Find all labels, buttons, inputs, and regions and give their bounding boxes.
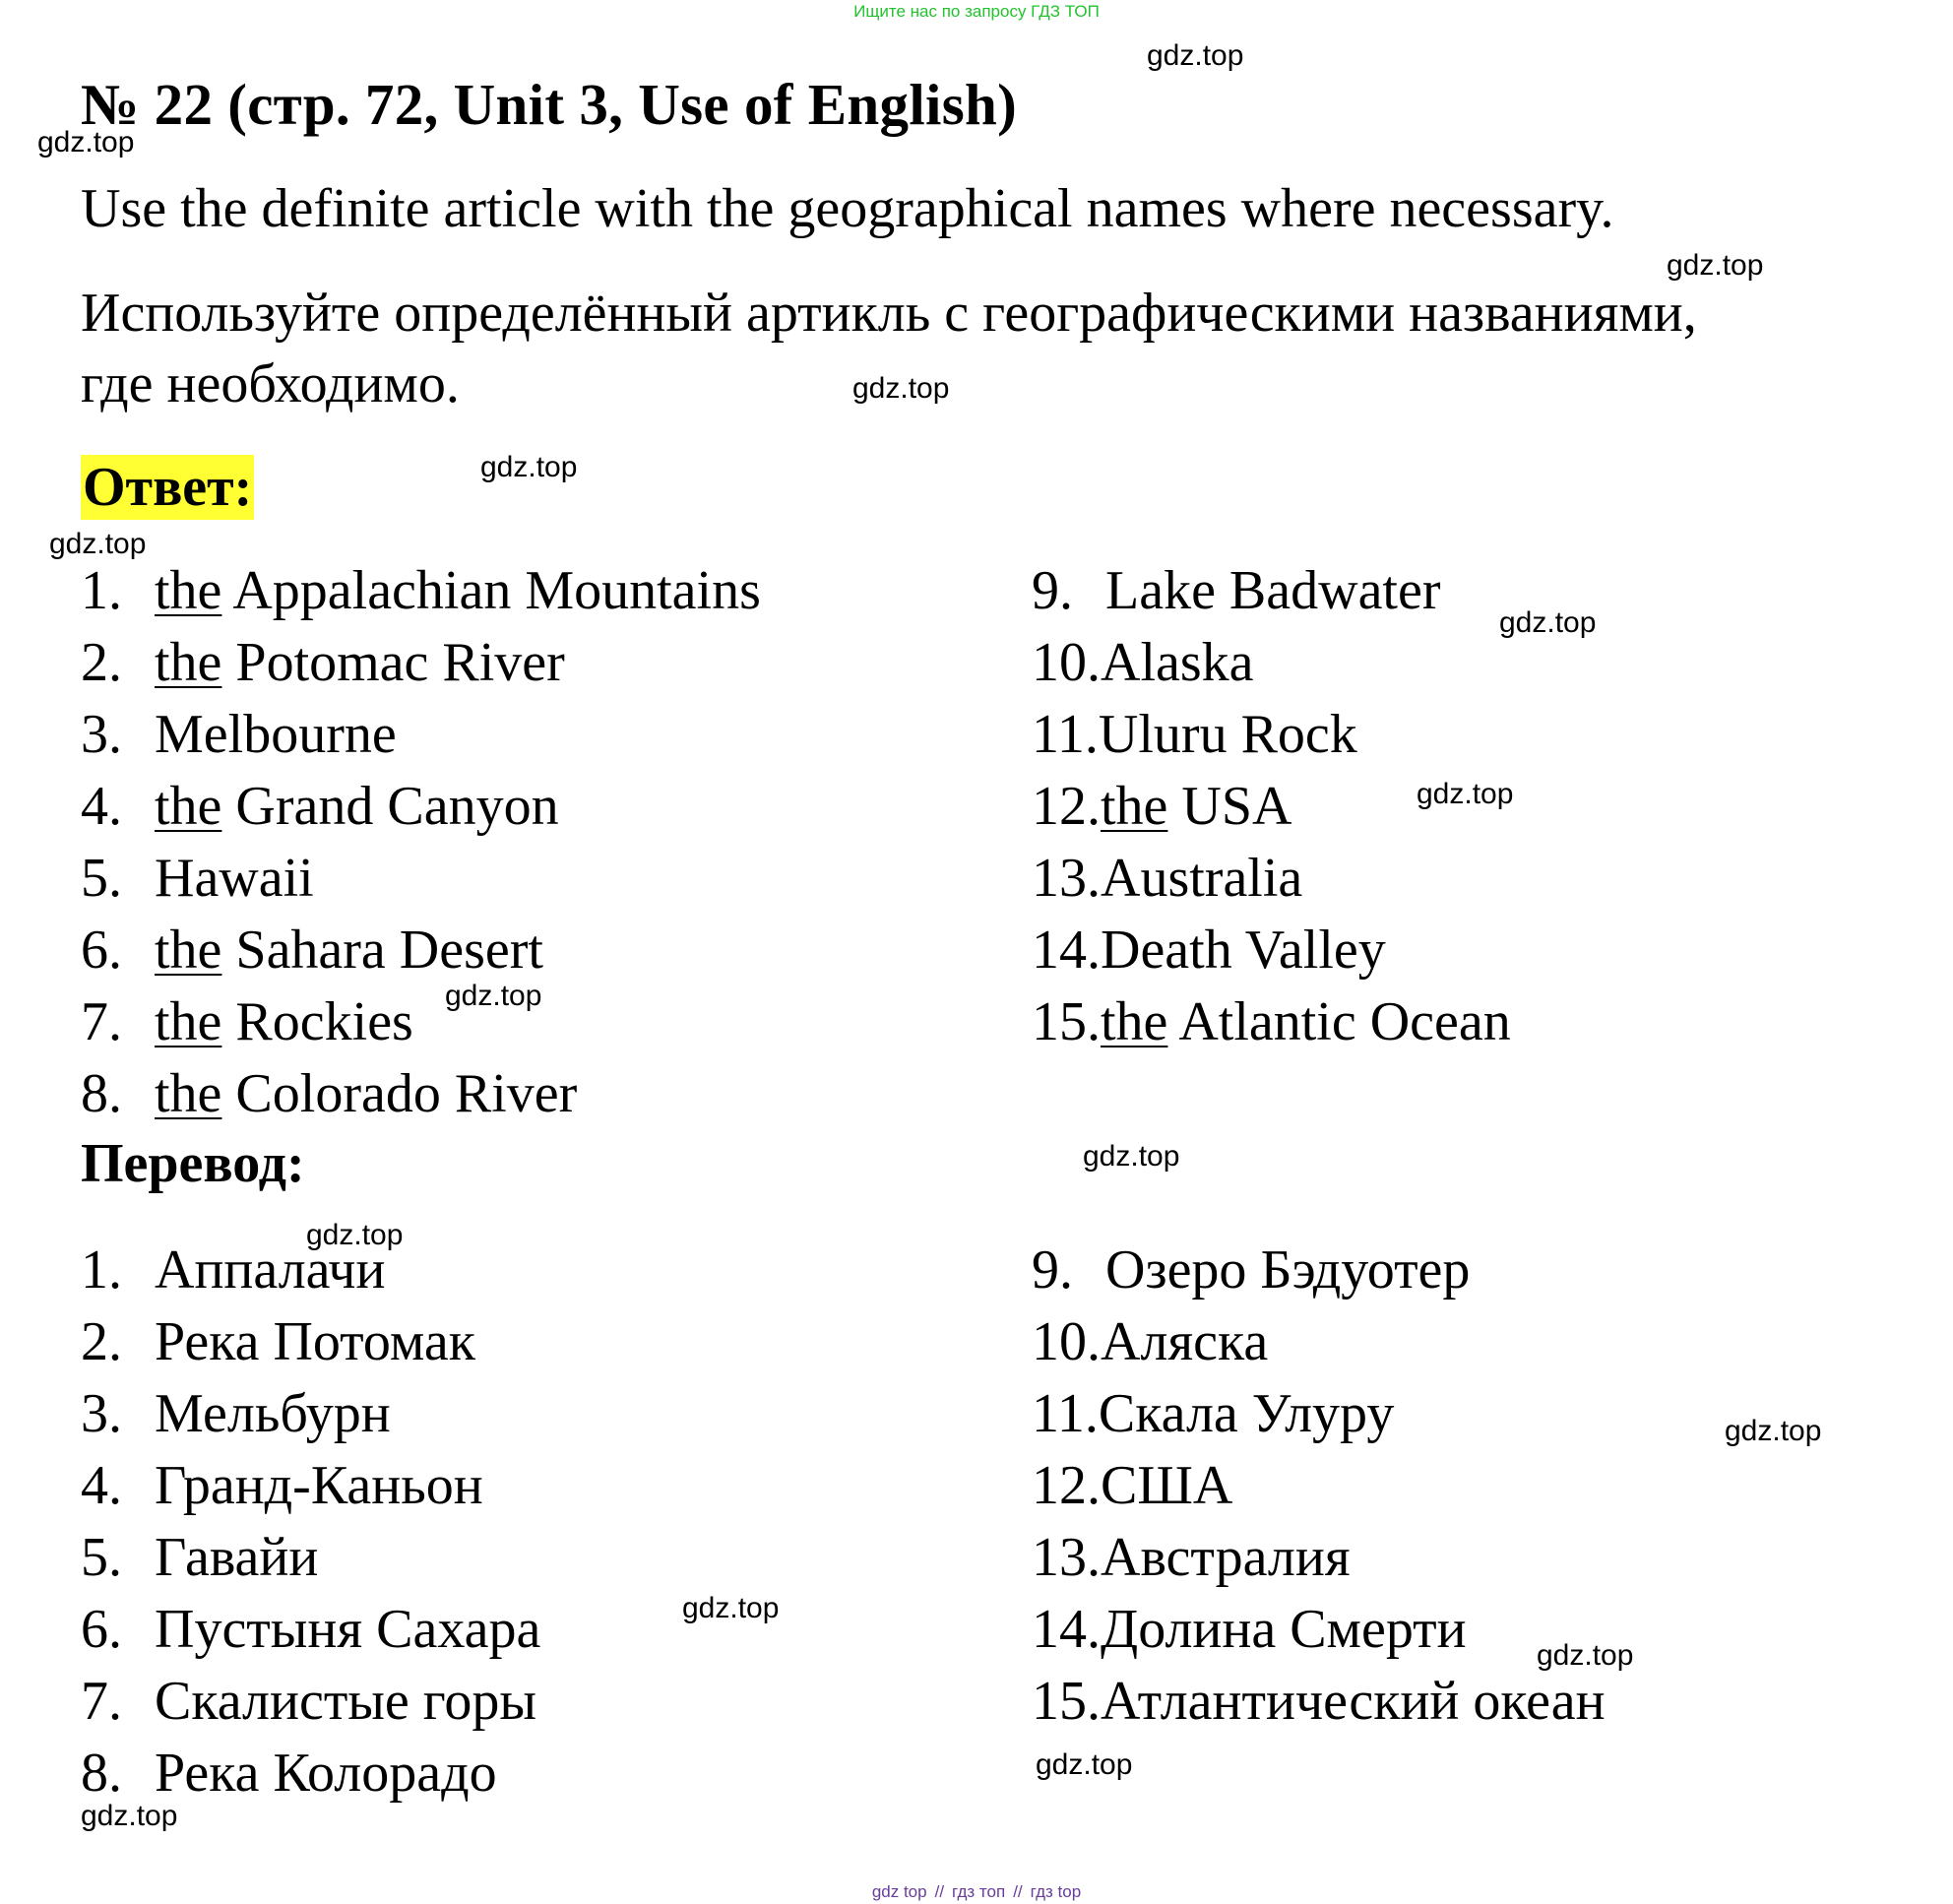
watermark: gdz.top: [81, 1800, 178, 1832]
watermark: gdz.top: [1725, 1415, 1822, 1447]
item-number: 8.: [81, 1063, 122, 1124]
answer-item: [81, 627, 761, 699]
answer-item: [1032, 627, 1511, 699]
item-text: USA: [1167, 776, 1292, 837]
translation-item: [81, 1306, 540, 1378]
answer-item: [1032, 915, 1511, 986]
item-text: Гавайи: [155, 1527, 319, 1588]
definite-article: the: [155, 920, 222, 981]
item-number: 9.: [1032, 1239, 1073, 1301]
item-text: Озеро Бэдуотер: [1105, 1239, 1471, 1301]
watermark: gdz.top: [1417, 778, 1514, 810]
watermark: gdz.top: [682, 1592, 780, 1624]
answer-item: [81, 915, 761, 986]
item-number: 10.: [1032, 1311, 1101, 1372]
translation-item: [81, 1666, 540, 1738]
definite-article: the: [1101, 776, 1168, 837]
definite-article: the: [155, 560, 222, 621]
item-text: Melbourne: [155, 704, 397, 765]
answer-heading: [81, 455, 254, 520]
item-number: 4.: [81, 1455, 122, 1516]
watermark: gdz.top: [1147, 39, 1244, 72]
item-text: Австралия: [1101, 1527, 1351, 1588]
answer-item: [1032, 986, 1511, 1058]
item-number: 3.: [81, 704, 122, 765]
translation-item: [1032, 1522, 1606, 1594]
item-number: 2.: [81, 1311, 122, 1372]
definite-article: the: [155, 776, 222, 837]
answer-item: [81, 771, 761, 843]
item-text: Скалистые горы: [155, 1671, 536, 1732]
translation-heading: Перевод:: [81, 1133, 305, 1194]
watermark: gdz.top: [1499, 606, 1597, 639]
item-number: 14.: [1032, 1599, 1101, 1660]
footer-separator: //: [934, 1882, 945, 1901]
item-number: 9.: [1032, 560, 1073, 621]
answer-item: [1032, 699, 1511, 771]
item-number: 3.: [81, 1383, 122, 1444]
item-number: 5.: [81, 848, 122, 909]
item-text: Rockies: [221, 991, 413, 1052]
item-text: Пустыня Сахара: [155, 1599, 541, 1660]
page-title: № 22 (стр. 72, Unit 3, Use of English): [81, 72, 1018, 137]
item-number: 2.: [81, 632, 122, 693]
answer-item: [81, 1058, 761, 1130]
watermark: gdz.top: [852, 372, 950, 405]
item-number: 15.: [1032, 991, 1101, 1052]
item-text: Colorado River: [221, 1063, 578, 1124]
item-number: 4.: [81, 776, 122, 837]
watermark: gdz.top: [37, 126, 135, 159]
item-text: Grand Canyon: [221, 776, 559, 837]
item-text: Potomac River: [221, 632, 565, 693]
footer-link[interactable]: гдз top: [1030, 1882, 1082, 1901]
answer-list-left: [81, 555, 761, 1130]
answer-item: [1032, 555, 1511, 627]
item-text: Uluru Rock: [1098, 704, 1357, 765]
item-text: Australia: [1101, 848, 1303, 909]
item-text: Lake Badwater: [1105, 560, 1441, 621]
item-number: 11.: [1032, 1383, 1099, 1444]
item-text: Река Колорадо: [155, 1743, 497, 1804]
item-number: 11.: [1032, 704, 1099, 765]
answer-item: [81, 555, 761, 627]
translation-item: [1032, 1594, 1606, 1666]
item-number: 13.: [1032, 848, 1101, 909]
item-number: 7.: [81, 1671, 122, 1732]
item-text: Аппалачи: [155, 1239, 386, 1301]
translation-item: [1032, 1378, 1606, 1450]
item-number: 1.: [81, 560, 122, 621]
footer-link[interactable]: гдз топ: [952, 1882, 1006, 1901]
item-text: Alaska: [1101, 632, 1254, 693]
watermark: gdz.top: [1083, 1140, 1180, 1173]
footer-separator: //: [1013, 1882, 1023, 1901]
footer-links: [0, 1882, 1953, 1902]
item-text: Долина Смерти: [1101, 1599, 1467, 1660]
watermark: gdz.top: [1667, 249, 1764, 282]
answer-item: [81, 699, 761, 771]
translation-list-right: [1032, 1235, 1606, 1738]
item-number: 12.: [1032, 1455, 1101, 1516]
task-english: Use the definite article with the geographical names where necessary.: [81, 178, 1614, 239]
definite-article: the: [155, 632, 222, 693]
item-number: 14.: [1032, 920, 1101, 981]
item-text: Death Valley: [1101, 920, 1386, 981]
translation-item: [1032, 1306, 1606, 1378]
item-number: 12.: [1032, 776, 1101, 837]
translation-item: [81, 1594, 540, 1666]
item-number: 13.: [1032, 1527, 1101, 1588]
translation-list-left: [81, 1235, 540, 1809]
item-number: 8.: [81, 1743, 122, 1804]
footer-link[interactable]: gdz top: [871, 1882, 927, 1901]
item-text: Atlantic Ocean: [1167, 991, 1511, 1052]
definite-article: the: [155, 1063, 222, 1124]
translation-item: [1032, 1450, 1606, 1522]
translation-item: [81, 1450, 540, 1522]
item-number: 1.: [81, 1239, 122, 1301]
translation-item: [1032, 1666, 1606, 1738]
item-number: 5.: [81, 1527, 122, 1588]
item-text: Скала Улуру: [1098, 1383, 1395, 1444]
watermark: gdz.top: [480, 451, 578, 483]
item-number: 7.: [81, 991, 122, 1052]
item-text: США: [1101, 1455, 1233, 1516]
watermark: gdz.top: [49, 528, 147, 560]
translation-item: [81, 1522, 540, 1594]
item-number: 15.: [1032, 1671, 1101, 1732]
item-text: Мельбурн: [155, 1383, 391, 1444]
item-number: 6.: [81, 1599, 122, 1660]
item-text: Атлантический океан: [1101, 1671, 1606, 1732]
definite-article: the: [155, 991, 222, 1052]
answer-item: [1032, 843, 1511, 915]
task-russian-line-2: где необходимо.: [81, 353, 460, 414]
translation-item: [81, 1378, 540, 1450]
watermark: gdz.top: [1036, 1748, 1133, 1781]
watermark: gdz.top: [445, 980, 542, 1012]
item-text: Hawaii: [155, 848, 314, 909]
item-number: 6.: [81, 920, 122, 981]
item-text: Аляска: [1101, 1311, 1269, 1372]
task-russian-line-1: Используйте определённый артикль с географическими названиями,: [81, 283, 1697, 344]
item-text: Река Потомак: [155, 1311, 475, 1372]
item-text: Sahara Desert: [221, 920, 543, 981]
item-number: 10.: [1032, 632, 1101, 693]
answer-highlight: Ответ:: [83, 457, 253, 518]
search-banner: Ищите нас по запросу ГДЗ ТОП: [853, 2, 1100, 21]
definite-article: the: [1101, 991, 1168, 1052]
item-text: Гранд-Каньон: [155, 1455, 483, 1516]
watermark: gdz.top: [306, 1219, 404, 1251]
answer-item: [81, 843, 761, 915]
translation-item: [1032, 1235, 1606, 1306]
item-text: Appalachian Mountains: [221, 560, 761, 621]
answer-item: [81, 986, 761, 1058]
watermark: gdz.top: [1537, 1639, 1634, 1672]
